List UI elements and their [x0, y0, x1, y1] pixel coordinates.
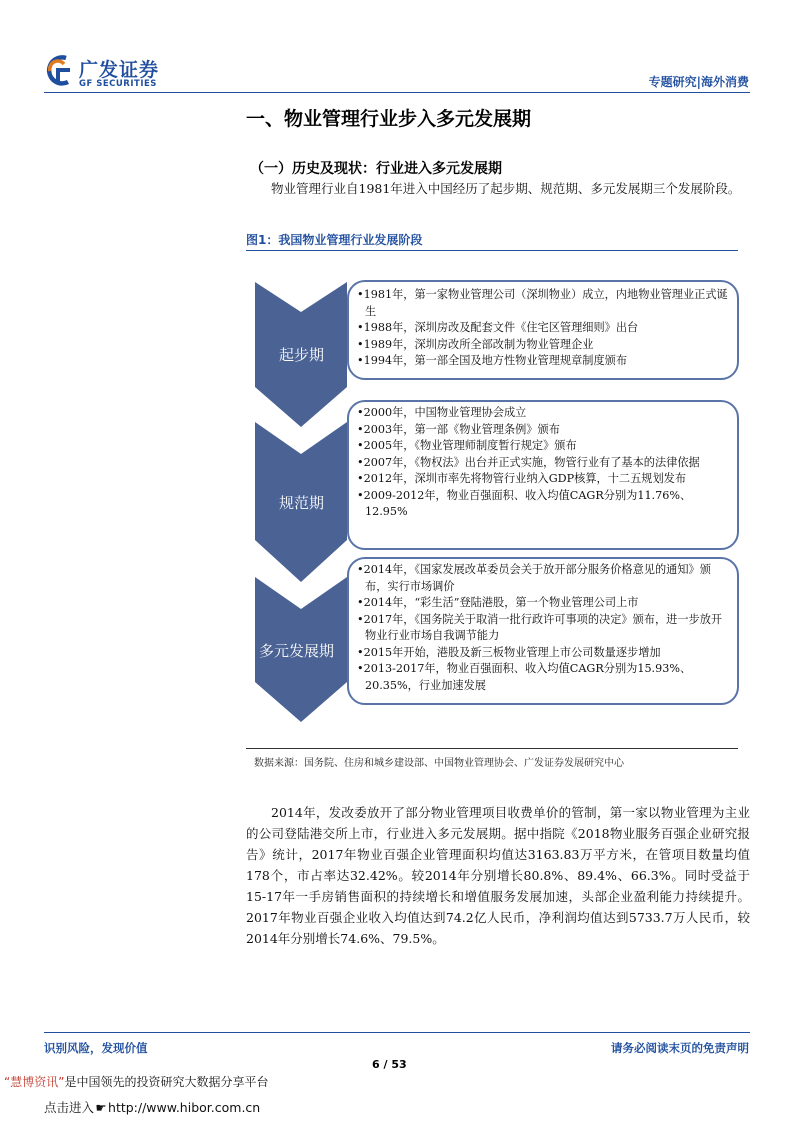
stage-1-item: •1981年，第一家物业管理公司（深圳物业）成立，内地物业管理业正式诞生 — [357, 288, 728, 318]
stage-2-item: •2009-2012年，物业百强面积、收入均值CAGR分别为11.76%、12.95% — [357, 488, 692, 518]
stage-1-item: •1994年，第一部全国及地方性物业管理规章制度颁布 — [357, 354, 628, 367]
stage-label-2: 规范期 — [279, 494, 325, 512]
stage-3-item: •2015年开始，港股及新三板物业管理上市公司数量逐步增加 — [357, 645, 661, 659]
watermark-url-link[interactable]: http://www.hibor.com.cn — [108, 1100, 261, 1115]
figure-source: 数据来源：国务院、住房和城乡建设部、中国物业管理协会、广发证券发展研究中心 — [254, 758, 624, 769]
page-number: 6 / 53 — [372, 1058, 407, 1071]
stage-2-item: •2005年，《物业管理师制度暂行规定》颁布 — [357, 439, 577, 452]
watermark-tagline: 是中国领先的投资研究大数据分享平台 — [64, 1075, 269, 1089]
header-divider — [44, 92, 750, 93]
figure-caption: 图1：我国物业管理行业发展阶段 — [246, 233, 423, 247]
gf-logo-icon — [44, 55, 72, 87]
stage-box-3 — [347, 557, 739, 705]
stage-diagram — [255, 282, 738, 722]
stage-2-item: •2007年，《物权法》出台并正式实施，物管行业有了基本的法律依据 — [357, 455, 700, 469]
figure-top-rule — [246, 250, 738, 251]
section-title: 一、物业管理行业步入多元发展期 — [246, 108, 532, 130]
body-paragraph: 2014年，发改委放开了部分物业管理项目收费单价的管制，第一家以物业管理为主业的公司登陆港交所上市，行业进入多元发展期。据中指院《2018物业服务百强企业研究报告》统计，2017年物业百强企业管理面积均值达3163.83万平方米，在管项目数量均值178个，市占率达32.42%。较2014年分别增长80.8%、89.4%、66.3%。同时受益于15-17年一手房销售面积的持续增长和增值服务发展加速，头部企业盈利能力持续提升。2017年物业百强企业收入均值达到74.2亿人民币，净利润均值达到5733.7万人民币，较2014年分别增长74.6%、79.5%。 — [246, 805, 750, 946]
footer-divider — [44, 1032, 750, 1033]
stage-3-item: •2014年，《国家发展改革委员会关于放开部分服务价格意见的通知》颁布，实行市场调价 — [357, 563, 711, 593]
watermark-link-prefix: 点击进入 — [44, 1100, 95, 1115]
stage-label-1: 起步期 — [279, 346, 325, 364]
figure-bottom-rule — [246, 748, 738, 749]
subsection-title: （一）历史及现状：行业进入多元发展期 — [250, 161, 502, 177]
stage-3-item: •2017年，《国务院关于取消一批行政许可事项的决定》颁布，进一步放开物业行业市场自我调节能力 — [357, 612, 723, 642]
watermark-link-line — [44, 1098, 260, 1116]
logo-text-cn: 广发证券 — [79, 59, 160, 81]
stage-1-item: •1988年，深圳房改及配套文件《住宅区管理细则》出台 — [357, 321, 639, 334]
stage-3-item: •2013-2017年，物业百强面积、收入均值CAGR分别为15.93%、20.35%，行业加速发展 — [357, 662, 692, 692]
stage-box-1 — [347, 280, 739, 380]
watermark-line — [4, 1073, 268, 1090]
footer-slogan: 识别风险，发现价值 — [44, 1041, 148, 1055]
logo-text-en: GF SECURITIES — [79, 79, 157, 89]
watermark-brand: “慧博资讯” — [4, 1075, 65, 1089]
stage-2-item: •2003年，第一部《物业管理条例》颁布 — [357, 422, 560, 436]
stage-1-item: •1989年，深圳房改所全部改制为物业管理企业 — [357, 337, 594, 351]
hand-pointer-icon: ☛ — [95, 1100, 107, 1115]
company-logo — [44, 55, 169, 89]
disclaimer-link[interactable]: 请务必阅读末页的免责声明 — [611, 1041, 749, 1055]
report-section-label: 专题研究|海外消费 — [648, 75, 749, 89]
stage-label-3: 多元发展期 — [259, 642, 335, 660]
intro-paragraph: 物业管理行业自1981年进入中国经历了起步期、规范期、多元发展期三个发展阶段。 — [271, 181, 741, 196]
stage-3-item: •2014年，“彩生活”登陆港股，第一个物业管理公司上市 — [357, 596, 639, 609]
stage-box-2 — [347, 400, 739, 550]
stage-2-item: •2000年，中国物业管理协会成立 — [357, 406, 527, 419]
stage-2-item: •2012年，深圳市率先将物管行业纳入GDP核算，十二五规划发布 — [357, 472, 687, 485]
